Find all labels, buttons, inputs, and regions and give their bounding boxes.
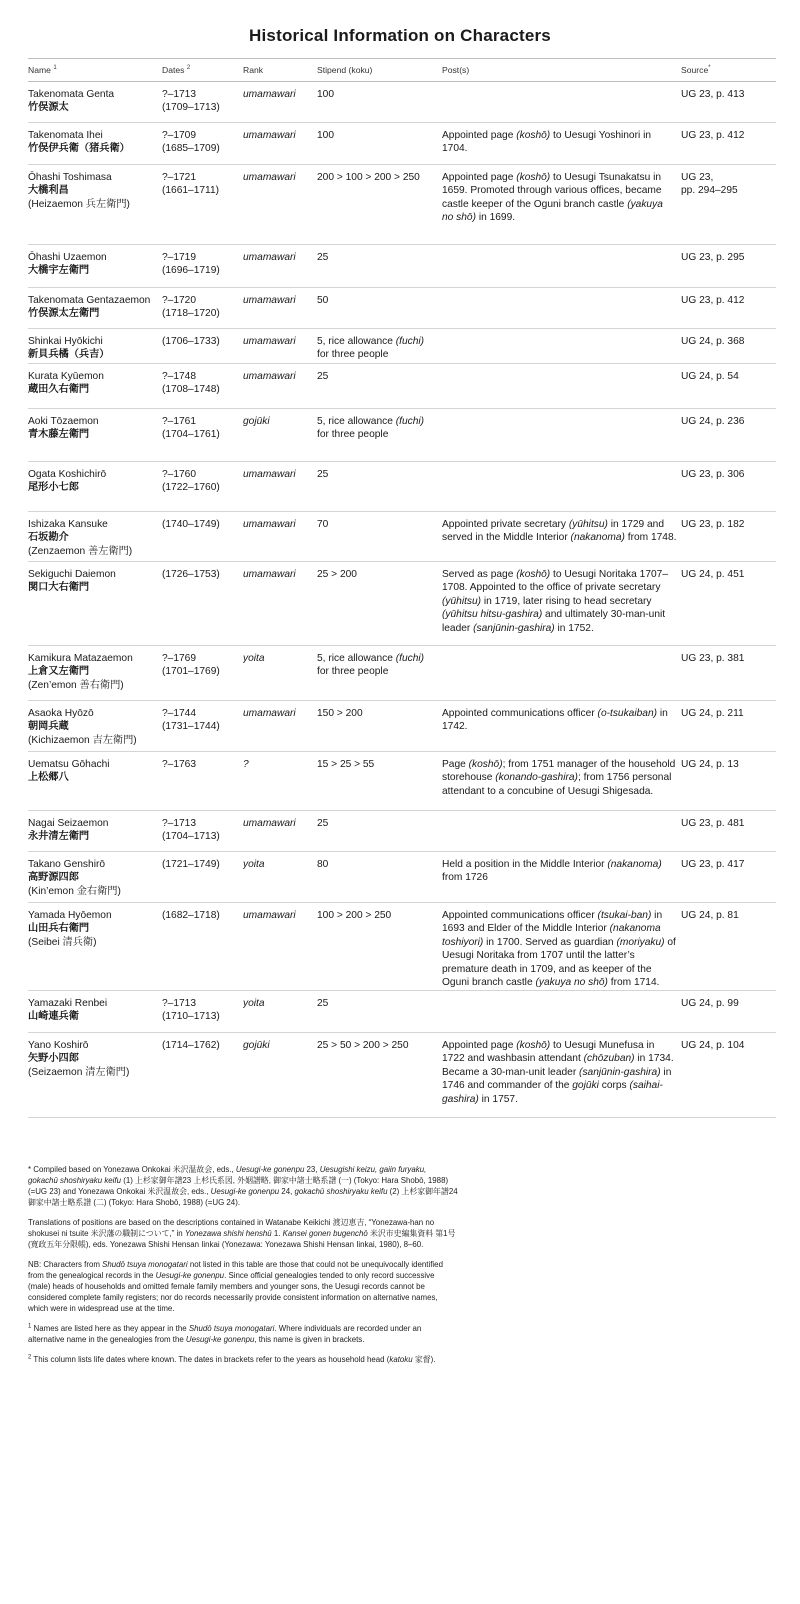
dates-cell: (1714–1762) [162,1032,243,1117]
rank-cell: umamawari [243,164,317,244]
posts-cell [442,810,681,851]
posts-cell [442,287,681,328]
name-cell [28,81,162,122]
posts-cell: Appointed page (koshō) to Uesugi Munefusa in 1722 and washbasin attendant (chōzuban) in 1734. Became a 30-man-unit leader (sanjūnin-gashira) in 1746 and commander of the gojūki corps (saihai-gashira) in 1757. [442,1032,681,1117]
table-row [28,561,776,645]
source-cell: UG 24, p. 99 [681,990,776,1032]
name-romaji: Ogata Koshichirō [28,468,107,480]
name-romaji: Takenomata Gentazaemon [28,294,151,306]
source-cell: UG 24, p. 236 [681,408,776,461]
name-alternative: (Kin’emon 金右衛門) [28,885,121,897]
stipend-cell: 25 [317,244,442,287]
name-cell [28,328,162,363]
posts-cell: Appointed communications officer (tsukai-ban) in 1693 and Elder of the Middle Interior (nakanoma toshiyori) in 1700. Served as guardian (moriyaku) of Uesugi Noritaka from 1707 until the latter’s premature death in 1709, and as keeper of the Oguni branch castle (yakuya no shō) from 1714. [442,902,681,990]
page-title: Historical Information on Characters [249,26,551,45]
table-row [28,700,776,751]
footnote: NB: Characters from Shudō tsuya monogatari not listed in this table are those that could not be unequivocally identified from the genealogical records in the Uesugi-ke gonenpu. Since official genealogies tended to only record successive (male) heads of households and omitted female family members and younger sons, the Uesugi records cannot be considered complete family registers; nor do records necessarily provide consistent information on alternative names, which were in widespread use at the time. [28,1260,443,1313]
rank-cell: umamawari [243,244,317,287]
posts-cell: Appointed page (koshō) to Uesugi Yoshinori in 1704. [442,122,681,164]
dates-cell: ?–1719 (1696–1719) [162,244,243,287]
name-cell [28,700,162,751]
table-row [28,164,776,244]
footnote: $^1$ Names are listed here as they appear in the Shudō tsuya monogatari. Where individuals are recorded under an alternative name in the genealogies from the Uesugi-ke gonenpu, this name is given in brackets. [28,1323,422,1344]
stipend-cell: 5, rice allowance (fuchi) for three people [317,328,442,363]
table-row [28,287,776,328]
source-cell: UG 23, p. 182 [681,511,776,561]
dates-cell: ?–1761 (1704–1761) [162,408,243,461]
rank-cell: umamawari [243,363,317,408]
name-romaji: Yamada Hyōemon [28,909,112,921]
name-japanese: 高野源四郎 [28,872,79,883]
rank-cell: yoita [243,990,317,1032]
name-japanese: 竹俣源太 [28,102,69,113]
name-romaji: Yamazaki Renbei [28,997,108,1009]
source-cell: UG 24, p. 211 [681,700,776,751]
table-row [28,122,776,164]
name-japanese: 上松郷八 [28,772,69,783]
header-source: Source* [681,59,776,82]
stipend-cell: 15 > 25 > 55 [317,751,442,810]
name-japanese: 山崎連兵衛 [28,1011,79,1022]
posts-cell: Appointed private secretary (yūhitsu) in 1729 and served in the Middle Interior (nakanoma) from 1748. [442,511,681,561]
table-header-row [28,59,776,82]
name-cell [28,990,162,1032]
name-cell [28,1032,162,1117]
name-cell [28,851,162,902]
source-cell: UG 23, pp. 294–295 [681,164,776,244]
footnote: Translations of positions are based on the descriptions contained in Watanabe Keikichi 渡辺恵吉, “Yonezawa-han no shokusei ni tsuite 米沢藩の職制について,” in Yonezawa shishi henshū 1. Kansei gonen bugenchō 米沢市史編集資料 第1号 (寛政五年分限帳), eds. Yonezawa Shishi Hensan Iinkai (Yonezawa: Yonezawa Shishi Hensan Iinkai, 1980), 8–60. [28,1218,456,1249]
name-alternative: (Kichizaemon 吉左衛門) [28,734,137,746]
header-rank: Rank [243,59,317,82]
name-japanese: 山田兵右衛門 [28,923,90,934]
stipend-cell: 5, rice allowance (fuchi) for three people [317,645,442,700]
stipend-cell: 100 [317,122,442,164]
name-japanese: 朝岡兵蔵 [28,721,69,732]
posts-cell: Held a position in the Middle Interior (nakanoma) from 1726 [442,851,681,902]
source-cell: UG 23, p. 417 [681,851,776,902]
dates-cell: (1726–1753) [162,561,243,645]
table-row [28,244,776,287]
name-romaji: Yano Koshirō [28,1039,89,1051]
rank-cell: umamawari [243,902,317,990]
posts-cell [442,461,681,511]
name-cell [28,751,162,810]
posts-cell [442,81,681,122]
stipend-cell: 25 [317,990,442,1032]
name-japanese: 竹俣源太左衛門 [28,308,100,319]
source-cell: UG 23, p. 295 [681,244,776,287]
rank-cell: umamawari [243,810,317,851]
table-row [28,328,776,363]
name-romaji: Takenomata Ihei [28,129,103,141]
posts-cell [442,645,681,700]
rank-cell: gojūki [243,1032,317,1117]
name-romaji: Asaoka Hyōzō [28,707,94,719]
posts-cell: Appointed communications officer (o-tsukaiban) in 1742. [442,700,681,751]
stipend-cell: 25 > 50 > 200 > 250 [317,1032,442,1117]
header-posts: Post(s) [442,59,681,82]
name-japanese: 矢野小四郎 [28,1053,79,1064]
stipend-cell: 25 [317,363,442,408]
posts-cell [442,328,681,363]
table-row [28,408,776,461]
stipend-cell: 50 [317,287,442,328]
stipend-cell: 5, rice allowance (fuchi) for three people [317,408,442,461]
name-romaji: Sekiguchi Daiemon [28,568,116,580]
rank-cell: gojūki [243,408,317,461]
dates-cell: ?–1760 (1722–1760) [162,461,243,511]
table-row [28,851,776,902]
rank-cell: ? [243,751,317,810]
header-name: Name $^1$ [28,59,162,82]
dates-cell: ?–1713 (1709–1713) [162,81,243,122]
dates-cell: ?–1720 (1718–1720) [162,287,243,328]
dates-cell: ?–1713 (1710–1713) [162,990,243,1032]
name-romaji: Takano Genshirō [28,858,106,870]
rank-cell: yoita [243,645,317,700]
posts-cell: Page (koshō); from 1751 manager of the household storehouse (konando-gashira); from 1756 personal attendant to a concubine of Uesugi Shigesada. [442,751,681,810]
source-cell: UG 24, p. 451 [681,561,776,645]
dates-cell: ?–1769 (1701–1769) [162,645,243,700]
name-japanese: 大橋利昌 [28,185,69,196]
name-japanese: 上倉又左衛門 [28,666,90,677]
table-row [28,1032,776,1117]
name-cell [28,244,162,287]
stipend-cell: 80 [317,851,442,902]
name-japanese: 関口大右衛門 [28,582,90,593]
dates-cell: ?–1713 (1704–1713) [162,810,243,851]
source-cell: UG 24, p. 368 [681,328,776,363]
source-cell: UG 24, p. 104 [681,1032,776,1117]
name-japanese: 尾形小七郎 [28,482,79,493]
name-romaji: Nagai Seizaemon [28,817,109,829]
name-cell [28,363,162,408]
name-japanese: 蔵田久右衛門 [28,384,90,395]
stipend-cell: 150 > 200 [317,700,442,751]
dates-cell: ?–1709 (1685–1709) [162,122,243,164]
stipend-cell: 25 [317,461,442,511]
rank-cell: umamawari [243,81,317,122]
posts-cell: Served as page (koshō) to Uesugi Noritaka 1707–1708. Appointed to the office of private secretary (yūhitsu) in 1719, later rising to head secretary (yūhitsu hitsu-gashira) and ultimately 30-man-unit leader (sanjūnin-gashira) in 1752. [442,561,681,645]
dates-cell: ?–1744 (1731–1744) [162,700,243,751]
source-cell: UG 24, p. 81 [681,902,776,990]
name-cell [28,810,162,851]
rank-cell: umamawari [243,561,317,645]
name-cell [28,902,162,990]
table-row [28,461,776,511]
dates-cell: (1706–1733) [162,328,243,363]
table-row [28,990,776,1032]
name-cell [28,164,162,244]
dates-cell: ?–1748 (1708–1748) [162,363,243,408]
name-romaji: Shinkai Hyōkichi [28,335,103,347]
rank-cell: umamawari [243,328,317,363]
stipend-cell: 100 [317,81,442,122]
table-row [28,751,776,810]
name-alternative: (Seizaemon 清左衛門) [28,1066,130,1078]
source-cell: UG 24, p. 54 [681,363,776,408]
table-row [28,810,776,851]
name-romaji: Ōhashi Toshimasa [28,171,112,183]
characters-table [28,58,776,1118]
posts-cell: Appointed page (koshō) to Uesugi Tsunakatsu in 1659. Promoted through various offices, became castle keeper of the Oguni branch castle (yakuya no shō) in 1699. [442,164,681,244]
table-row [28,81,776,122]
table-row [28,511,776,561]
name-romaji: Ōhashi Uzaemon [28,251,107,263]
dates-cell: ?–1721 (1661–1711) [162,164,243,244]
name-cell [28,122,162,164]
source-cell: UG 23, p. 306 [681,461,776,511]
posts-cell [442,408,681,461]
source-cell: UG 23, p. 412 [681,122,776,164]
stipend-cell: 25 [317,810,442,851]
rank-cell: umamawari [243,700,317,751]
header-dates: Dates $^2$ [162,59,243,82]
table-row [28,645,776,700]
name-alternative: (Heizaemon 兵左衛門) [28,198,130,210]
name-cell [28,645,162,700]
dates-cell: (1721–1749) [162,851,243,902]
name-alternative: (Zenzaemon 善左衛門) [28,545,133,557]
header-stipend: Stipend (koku) [317,59,442,82]
rank-cell: umamawari [243,461,317,511]
dates-cell: (1682–1718) [162,902,243,990]
source-cell: UG 23, p. 481 [681,810,776,851]
name-cell [28,461,162,511]
footnote: $^2$ This column lists life dates where known. The dates in brackets refer to the years as household head (katoku 家督). [28,1354,436,1364]
name-japanese: 大橋宇左衛門 [28,265,90,276]
stipend-cell: 25 > 200 [317,561,442,645]
name-japanese: 青木藤左衛門 [28,429,90,440]
name-romaji: Aoki Tōzaemon [28,415,99,427]
footnote: * Compiled based on Yonezawa Onkokai 米沢温故会, eds., Uesugi-ke gonenpu 23, Uesugishi keizu, gaiin furyaku, gokachū shoshiryaku keifu (1) 上杉家御年譜23 上杉氏系図, 外姻譜略, 御家中諸士略系譜 (一) (Tokyo: Hara Shobō, 1988) (=UG 23) and Yonezawa Onkokai 米沢温故会, eds., Uesugi-ke gonenpu 24, gokachū shoshiryaku keifu (2) 上杉家御年譜24御家中諸士略系譜 (二) (Tokyo: Hara Shobō, 1988) (=UG 24). [28,1165,458,1207]
name-romaji: Ishizaka Kansuke [28,518,108,530]
source-cell: UG 23, p. 381 [681,645,776,700]
stipend-cell: 70 [317,511,442,561]
table-row [28,363,776,408]
posts-cell [442,363,681,408]
name-romaji: Uematsu Gōhachi [28,758,110,770]
name-japanese: 竹俣伊兵衛（猪兵衛） [28,143,130,154]
name-cell [28,511,162,561]
name-japanese: 永井清左衛門 [28,831,90,842]
source-cell: UG 23, p. 413 [681,81,776,122]
name-romaji: Takenomata Genta [28,88,115,100]
source-cell: UG 24, p. 13 [681,751,776,810]
rank-cell: umamawari [243,511,317,561]
stipend-cell: 200 > 100 > 200 > 250 [317,164,442,244]
footnotes [28,1164,458,1374]
name-alternative: (Seibei 清兵衛) [28,936,97,948]
stipend-cell: 100 > 200 > 250 [317,902,442,990]
source-cell: UG 23, p. 412 [681,287,776,328]
name-romaji: Kurata Kyūemon [28,370,104,382]
name-japanese: 新貝兵橘（兵吉） [28,349,110,360]
name-cell [28,561,162,645]
table-body [28,81,776,1117]
dates-cell: ?–1763 [162,751,243,810]
name-alternative: (Zen’emon 善右衛門) [28,679,124,691]
rank-cell: yoita [243,851,317,902]
rank-cell: umamawari [243,287,317,328]
posts-cell [442,244,681,287]
name-japanese: 石坂勘介 [28,532,69,543]
name-cell [28,408,162,461]
rank-cell: umamawari [243,122,317,164]
dates-cell: (1740–1749) [162,511,243,561]
name-romaji: Kamikura Matazaemon [28,652,133,664]
name-cell [28,287,162,328]
posts-cell [442,990,681,1032]
table-row [28,902,776,990]
